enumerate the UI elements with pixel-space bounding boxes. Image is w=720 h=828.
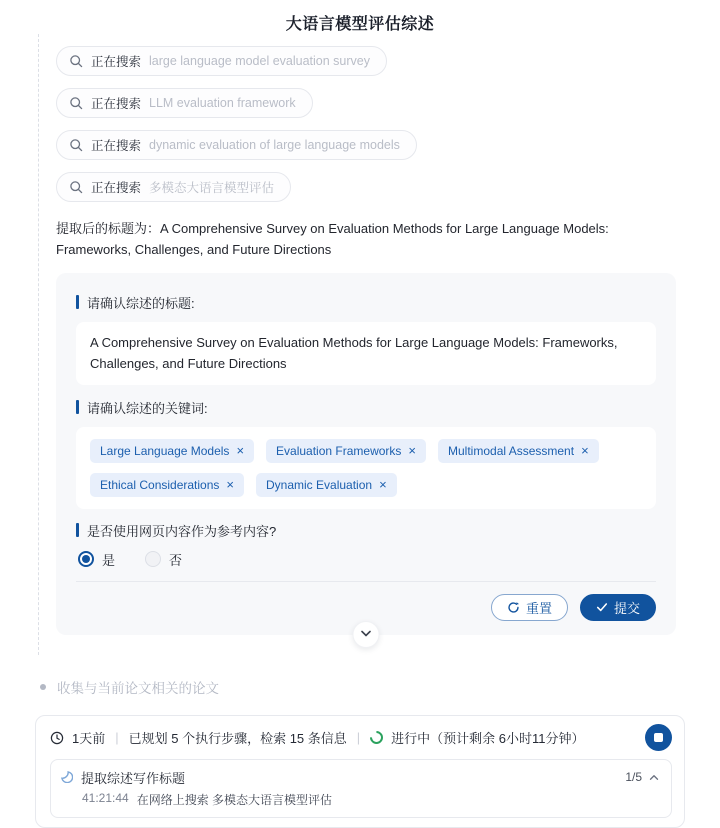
search-query: 多模态大语言模型评估 <box>149 181 275 195</box>
clock-icon <box>50 731 64 745</box>
search-status-pill <box>56 88 313 118</box>
search-status-label: 正在搜索 <box>91 139 142 153</box>
submit-button[interactable] <box>580 594 656 621</box>
task-progress-count: 1/5 <box>625 770 642 785</box>
bullet-icon <box>40 684 46 690</box>
search-status-label: 正在搜索 <box>91 55 142 69</box>
keyword-tag <box>90 473 244 497</box>
web-ref-section-header <box>76 521 656 540</box>
agent-timeline <box>38 34 720 655</box>
search-query: dynamic evaluation of large language models <box>149 138 400 152</box>
submit-button-label: 提交 <box>613 600 640 616</box>
confirm-form-card <box>56 273 676 635</box>
search-query: large language model evaluation survey <box>149 54 370 68</box>
reset-button-label: 重置 <box>525 600 552 616</box>
keyword-label: Multimodal Assessment <box>448 443 575 458</box>
radio-selected-icon[interactable] <box>78 551 94 567</box>
remove-keyword-icon[interactable]: × <box>226 477 234 493</box>
state-label: 进行中（预计剩余 6小时11分钟） <box>391 731 585 747</box>
keyword-tag <box>266 439 426 463</box>
search-icon <box>69 138 83 152</box>
time-ago-label: 1天前 <box>72 731 106 747</box>
chevron-up-icon[interactable] <box>649 774 659 781</box>
extracted-title-label: 提取后的标题为： <box>56 221 161 236</box>
search-status-label: 正在搜索 <box>91 181 142 195</box>
progress-spinner-icon <box>367 729 385 747</box>
task-log-text: 在网络上搜索 多模态大语言模型评估 <box>136 792 333 807</box>
keywords-field[interactable] <box>76 427 656 509</box>
keyword-tag <box>256 473 397 497</box>
extracted-title-line <box>56 218 684 261</box>
web-ref-radio-group <box>78 550 656 569</box>
radio-no-label: 否 <box>169 552 183 568</box>
keyword-tag <box>438 439 599 463</box>
page-title: 大语言模型评估综述 <box>285 16 435 33</box>
separator: | <box>115 730 119 746</box>
search-status-pill <box>56 130 417 160</box>
search-query: LLM evaluation framework <box>149 96 296 110</box>
form-divider <box>76 581 656 582</box>
extracted-title-value: A Comprehensive Survey on Evaluation Methods for Large Language Models: Frameworks, Challenges, and Future Directions <box>56 221 609 258</box>
remove-keyword-icon[interactable]: × <box>408 443 417 459</box>
task-status-card <box>35 715 685 828</box>
status-row <box>50 724 672 752</box>
section-accent-bar <box>76 400 79 414</box>
remove-keyword-icon[interactable]: × <box>236 443 245 459</box>
radio-yes[interactable] <box>78 550 115 569</box>
keyword-label: Large Language Models <box>100 443 230 458</box>
form-actions <box>76 594 656 621</box>
current-task-card <box>50 759 672 818</box>
search-icon <box>69 180 83 194</box>
collapse-card-button[interactable] <box>353 621 380 648</box>
search-status-pill <box>56 46 387 76</box>
separator: | <box>356 730 361 746</box>
remove-keyword-icon[interactable]: × <box>379 477 387 493</box>
search-icon <box>69 96 83 110</box>
refresh-icon <box>507 601 520 614</box>
stop-button[interactable] <box>645 724 672 751</box>
chevron-down-icon <box>361 630 372 638</box>
radio-yes-label: 是 <box>102 552 116 568</box>
search-status-list <box>56 46 714 202</box>
radio-no[interactable] <box>145 550 182 569</box>
task-progress <box>625 770 659 784</box>
search-icon <box>69 54 83 68</box>
section-accent-bar <box>76 523 79 537</box>
crescent-loading-icon <box>61 771 73 783</box>
keyword-label: Dynamic Evaluation <box>266 477 373 492</box>
survey-title-field[interactable]: A Comprehensive Survey on Evaluation Methods for Large Language Models: Frameworks, Challenges, and Future Directions <box>76 322 656 385</box>
keyword-label: Evaluation Frameworks <box>276 443 402 458</box>
section-accent-bar <box>76 295 79 309</box>
search-status-pill <box>56 172 291 202</box>
current-task-title: 提取综述写作标题 <box>81 770 186 786</box>
next-step-label: 收集与当前论文相关的论文 <box>57 680 219 696</box>
current-task-row <box>61 768 659 787</box>
reset-button[interactable] <box>491 594 568 621</box>
stop-icon <box>654 733 663 742</box>
search-status-label: 正在搜索 <box>91 97 142 111</box>
task-log-time: 41:21:44 <box>82 790 129 805</box>
remove-keyword-icon[interactable]: × <box>581 443 589 459</box>
keywords-section-header <box>76 398 656 417</box>
title-section-label: 请确认综述的标题: <box>87 295 195 311</box>
keyword-label: Ethical Considerations <box>100 477 220 492</box>
title-section-header <box>76 293 656 312</box>
task-log-row <box>82 791 659 808</box>
plan-info-label: 已规划 5 个执行步骤，检索 15 条信息 <box>128 731 347 747</box>
keywords-section-label: 请确认综述的关键词: <box>87 400 208 416</box>
radio-unselected-icon[interactable] <box>145 551 161 567</box>
web-ref-section-label: 是否使用网页内容作为参考内容? <box>87 523 277 539</box>
check-icon <box>596 601 608 613</box>
keyword-tag <box>90 439 254 463</box>
